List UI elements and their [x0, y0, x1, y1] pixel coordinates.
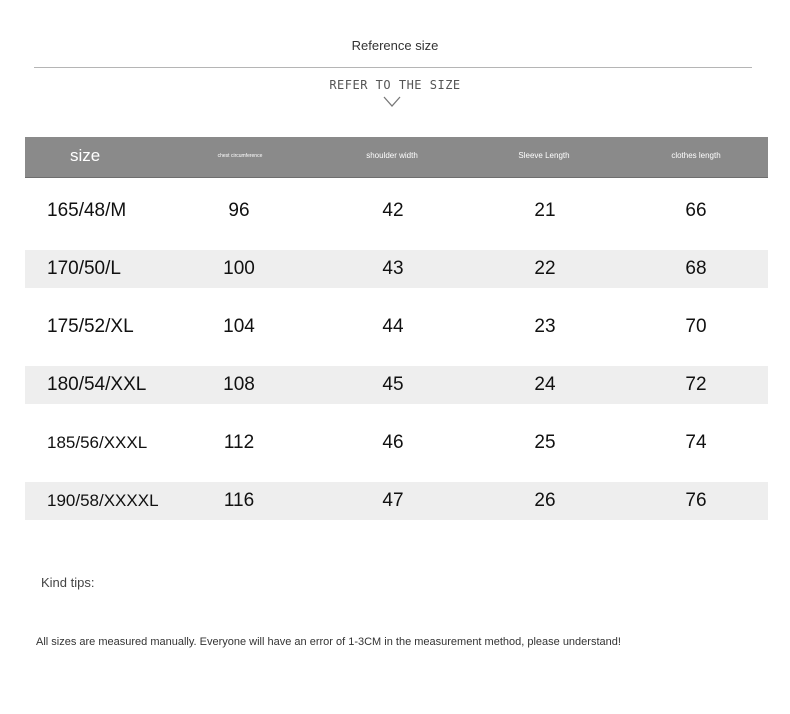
tips-text: All sizes are measured manually. Everyone will have an error of 1-3CM in the measurement method, please understand! — [36, 636, 621, 648]
shoulder-cell: 43 — [382, 258, 404, 279]
shoulder-cell: 45 — [382, 374, 404, 395]
sleeve-cell: 21 — [534, 200, 556, 221]
length-cell: 70 — [685, 316, 707, 337]
table-row — [25, 250, 768, 288]
size-cell: 190/58/XXXXL — [47, 491, 159, 510]
title-divider — [34, 67, 752, 68]
table-row — [25, 366, 768, 404]
length-cell: 66 — [685, 200, 707, 221]
size-cell: 185/56/XXXL — [47, 433, 148, 452]
size-cell: 170/50/L — [47, 258, 121, 279]
section-subtitle: REFER TO THE SIZE — [329, 78, 461, 92]
shoulder-cell: 47 — [382, 490, 404, 511]
length-cell: 74 — [685, 432, 707, 453]
chest-cell: 100 — [223, 258, 255, 279]
table-header — [25, 137, 768, 178]
chest-cell: 104 — [223, 316, 255, 337]
chest-cell: 108 — [223, 374, 255, 395]
chest-cell: 96 — [228, 200, 250, 221]
chevron-down-icon — [383, 96, 401, 108]
page-title: Reference size — [351, 38, 439, 53]
size-cell: 175/52/XL — [47, 316, 134, 337]
column-header-sleeve-length: Sleeve Length — [518, 151, 570, 160]
table-row — [25, 192, 768, 230]
sleeve-cell: 23 — [534, 316, 556, 337]
size-cell: 165/48/M — [47, 200, 127, 221]
size-cell: 180/54/XXL — [47, 374, 147, 395]
shoulder-cell: 46 — [382, 432, 404, 453]
sleeve-cell: 22 — [534, 258, 556, 279]
shoulder-cell: 42 — [382, 200, 404, 221]
shoulder-cell: 44 — [382, 316, 404, 337]
table-row — [25, 308, 768, 346]
length-cell: 68 — [685, 258, 707, 279]
tips-label: Kind tips: — [41, 575, 95, 590]
column-header-chest-circumference: chest circumference — [217, 153, 263, 159]
sleeve-cell: 26 — [534, 490, 556, 511]
table-row — [25, 424, 768, 462]
sleeve-cell: 24 — [534, 374, 556, 395]
column-header-size: size — [70, 146, 101, 165]
size-table — [25, 137, 768, 520]
column-header-shoulder-width: shoulder width — [366, 151, 418, 160]
table-row — [25, 482, 768, 520]
chest-cell: 112 — [223, 432, 255, 453]
column-header-clothes-length: clothes length — [671, 151, 721, 160]
chest-cell: 116 — [223, 490, 255, 511]
length-cell: 72 — [685, 374, 707, 395]
length-cell: 76 — [685, 490, 707, 511]
sleeve-cell: 25 — [534, 432, 556, 453]
